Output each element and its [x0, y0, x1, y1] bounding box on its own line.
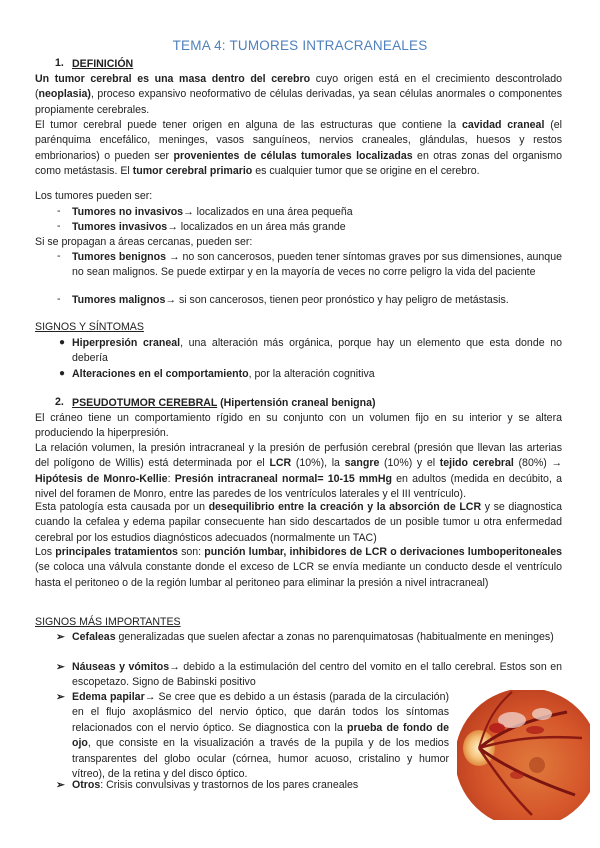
bold-text: provenientes de células tumorales localizadas [173, 149, 413, 162]
bold-text: Cefaleas [72, 631, 116, 643]
text: , una alteración más orgánica, porque hay un elemento que esta donde no debería [72, 337, 563, 365]
list-item [72, 660, 562, 691]
text: (se coloca una válvula constante donde el exceso de LCR se envía mediante un conducto desde el ventrículo hasta el peritoneo o de la región lumbar al peritoneo para eliminar la presión a nivel intracraneal) [35, 561, 562, 589]
bold-text: Náuseas y vómitos [72, 661, 170, 673]
bold-text: Tumores malignos [72, 294, 166, 306]
list-item [72, 336, 562, 367]
fundus-photo [457, 690, 590, 820]
text: (10%) y el [379, 457, 440, 470]
text: (10%), la [291, 457, 345, 470]
bold-text: Edema papilar [72, 691, 145, 703]
bold-text: tumor cerebral primario [132, 165, 253, 178]
text: es cualquier tumor que se origine en el cerebro. [252, 165, 480, 178]
text: → localizados en una área pequeña [183, 206, 353, 218]
text: → localizados en un área más grande [167, 221, 346, 233]
text: La relación volumen, la presión intracraneal y la presión de perfusión cerebral (presión que llevan las arterias del polígono de Willis) está determinada por el [35, 442, 562, 470]
spread-intro: Si se propagan a áreas cercanas, pueden ser: [35, 236, 253, 248]
text: → no son cancerosos, pueden tener síntomas graves por sus dimensiones, aunque no sean malignos. Se puede extirpar y en la mayoría de veces no corre peligro la vida del paciente [72, 251, 562, 279]
text: : [167, 472, 175, 485]
list-item [72, 630, 562, 645]
text: son: [177, 546, 205, 558]
list-item [72, 250, 562, 281]
dash-marker: - [57, 205, 61, 217]
pathology-paragraph [35, 500, 562, 546]
section-1-number: 1. [55, 57, 64, 69]
heading-rest: (Hipertensión craneal benigna) [217, 397, 376, 409]
arrow-bullet-icon: ➢ [56, 631, 65, 643]
text: → debido a la estimulación del centro del vomito en el tallo cerebral. Estos son en escopetazo. Signo de Babinski positivo [72, 661, 562, 689]
list-item [72, 367, 562, 382]
treatment-paragraph [35, 545, 562, 591]
bold-text: Un tumor cerebral es una masa dentro del cerebro [35, 73, 311, 85]
origin-paragraph [35, 118, 562, 180]
text: Esta patología esta causada por un [35, 501, 209, 513]
bold-text: neoplasia) [38, 88, 91, 101]
bold-text: prueba de fondo de ojo [72, 721, 449, 750]
bold-text: Tumores no invasivos [72, 206, 184, 218]
arrow-bullet-icon: ➢ [56, 661, 65, 673]
text: generalizadas que suelen afectar a zonas no parenquimatosas (habitualmente en meninges) [115, 631, 554, 643]
list-item [72, 293, 562, 308]
text: , que consiste en la visualización a través de la pupila y de los medios transparentes del globo ocular (córnea, humor acuoso, cristalino y humor vítreo), de la retina y del disco óptico. [72, 737, 449, 781]
bold-text: tejido cerebral [439, 457, 514, 470]
dash-marker: - [57, 293, 61, 305]
bold-text: Hipótesis de Monro-Kellie [35, 472, 168, 485]
bold-text: cavidad craneal [461, 119, 545, 131]
text: , por la alteración cognitiva [248, 368, 375, 380]
bold-text: LCR [269, 457, 292, 470]
text: (80%) → [513, 457, 563, 470]
list-item [72, 778, 449, 793]
section-2-number: 2. [55, 396, 64, 408]
bold-text: punción lumbar, inhibidores de LCR o derivaciones lumboperitoneales [204, 546, 562, 558]
text: Los [35, 546, 56, 558]
section-1-heading: DEFINICIÓN [72, 58, 134, 70]
dash-marker: - [57, 250, 61, 262]
skull-paragraph: El cráneo tiene un comportamiento rígido en su conjunto con un volumen fijo en su interior y se altera produciendo la hiperpresión. [35, 412, 562, 440]
bold-text: sangre [344, 457, 380, 470]
document-title: TEMA 4: TUMORES INTRACRANEALES [172, 38, 428, 53]
text: y se diagnostica cuando la cefalea y edema papilar consecuente han sido descartados de un posible tumor u otra enfermedad cerebral por los estudios diagnósticos adecuados (normalmente un TAC) [35, 501, 562, 544]
text: en adultos (medida en decúbito, a nivel del foramen de Monro, entre las paredes de los ventrículos laterales y el III ventrículo). [35, 472, 562, 501]
list-item [72, 220, 562, 235]
arrow-bullet-icon: ➢ [56, 691, 65, 703]
text: → Se cree que es debido a un éstasis (parada de la circulación) en el flujo axoplásmico del nervio óptico, que darán todos los síntomas relacionados con el nervio óptico. Se diagnostica con la [72, 691, 449, 734]
bold-text: Hiperpresión craneal [72, 337, 181, 349]
text: → si son cancerosos, tienen peor pronóstico y hay peligro de metástasis. [165, 294, 509, 306]
arrow-bullet-icon: ➢ [56, 779, 65, 791]
monro-kellie-paragraph [35, 441, 562, 503]
heading-underlined: PSEUDOTUMOR CEREBRAL [72, 397, 218, 409]
bold-text: Tumores benignos [72, 251, 166, 263]
signs-heading: SIGNOS Y SÍNTOMAS [35, 321, 144, 333]
bold-text: desequilibrio entre la creación y la absorción de LCR [208, 501, 482, 513]
bullet-marker: ● [59, 368, 66, 379]
text: cuyo origen está en el crecimiento descontrolado ( [35, 73, 562, 101]
definition-paragraph [35, 72, 562, 118]
text: El tumor cerebral puede tener origen en alguna de las estructuras que contiene la [35, 119, 462, 131]
bold-text: Presión intracraneal normal= 10-15 mmHg [174, 472, 392, 485]
list-item [72, 205, 562, 220]
bold-text: Alteraciones en el comportamiento [72, 368, 249, 380]
text: : Crisis convulsivas y trastornos de los pares craneales [100, 779, 359, 791]
fundus-retina-image [457, 690, 590, 820]
text: , proceso expansivo neoformativo de células derivadas, ya sean células anormales o componentes propiamente cerebrales. [35, 88, 562, 116]
text: en otras zonas del organismo como metástasis. El [35, 149, 563, 178]
bold-text: Tumores invasivos [72, 221, 168, 233]
bullet-marker: ● [59, 337, 66, 348]
bold-text: principales tratamientos [55, 546, 178, 558]
key-signs-heading: SIGNOS MÁS IMPORTANTES [35, 616, 181, 628]
dash-marker: - [57, 220, 61, 232]
list-item [72, 690, 449, 782]
bold-text: Otros [72, 779, 101, 791]
text: (el parénquima encefálico, meninges, vasos sanguíneos, nervios craneales, glándulas, huesos y restos embrionarios) o pueden ser [35, 119, 563, 162]
section-2-heading [72, 396, 376, 411]
types-intro: Los tumores pueden ser: [35, 190, 153, 202]
